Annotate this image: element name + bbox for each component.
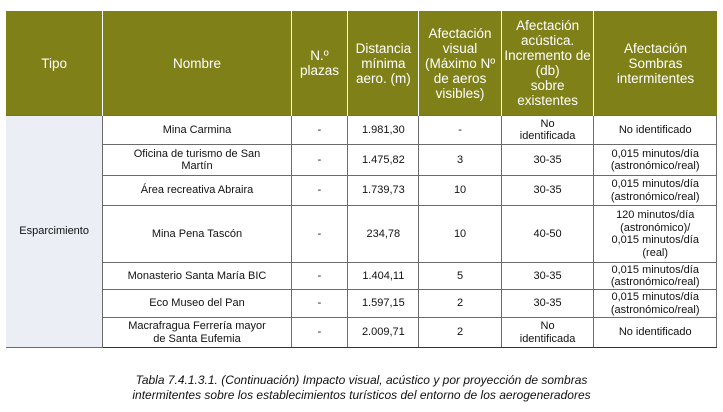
distancia-cell: 234,78 bbox=[348, 206, 419, 263]
distancia-cell: 2.009,71 bbox=[348, 318, 419, 348]
visual-cell: 2 bbox=[419, 290, 501, 318]
acustica-cell: 30-35 bbox=[501, 263, 594, 290]
nombre-cell: Oficina de turismo de San Martín bbox=[103, 145, 291, 176]
nombre-cell: Eco Museo del Pan bbox=[103, 290, 291, 318]
plazas-cell: - bbox=[291, 206, 348, 263]
sombras-cell: 0,015 minutos/día (astronómico/real) bbox=[594, 263, 717, 290]
table-row bbox=[6, 263, 717, 290]
nombre-cell: Mina Pena Tascón bbox=[103, 206, 291, 263]
sombras-cell: No identificado bbox=[594, 116, 717, 145]
tipo-cell: Esparcimiento bbox=[6, 116, 103, 348]
plazas-cell: - bbox=[291, 318, 348, 348]
header-tipo: Tipo bbox=[6, 11, 103, 116]
distancia-cell: 1.981,30 bbox=[348, 116, 419, 145]
acustica-cell: 40-50 bbox=[501, 206, 594, 263]
table-row bbox=[6, 318, 717, 348]
sombras-cell: 0,015 minutos/día (astronómico/real) bbox=[594, 290, 717, 318]
plazas-cell: - bbox=[291, 116, 348, 145]
acustica-cell: 30-35 bbox=[501, 176, 594, 206]
sombras-cell: 120 minutos/día (astronómico)/ 0,015 minutos/día (real) bbox=[594, 206, 717, 263]
nombre-cell: Área recreativa Abraira bbox=[103, 176, 291, 206]
visual-cell: 10 bbox=[419, 206, 501, 263]
table-row bbox=[6, 206, 717, 263]
sombras-cell: 0,015 minutos/día (astronómico/real) bbox=[594, 176, 717, 206]
visual-cell: 2 bbox=[419, 318, 501, 348]
acustica-cell: No identificada bbox=[501, 318, 594, 348]
visual-cell: - bbox=[419, 116, 501, 145]
plazas-cell: - bbox=[291, 290, 348, 318]
distancia-cell: 1.475,82 bbox=[348, 145, 419, 176]
header-visual: Afectación visual (Máximo Nº de aeros visibles) bbox=[419, 11, 501, 116]
visual-cell: 10 bbox=[419, 176, 501, 206]
table-row bbox=[6, 116, 717, 145]
visual-cell: 3 bbox=[419, 145, 501, 176]
plazas-cell: - bbox=[291, 145, 348, 176]
caption-line-1: Tabla 7.4.1.3.1. (Continuación) Impacto visual, acústico y por proyección de sombras bbox=[135, 373, 588, 387]
table-row bbox=[6, 145, 717, 176]
nombre-cell: Mina Carmina bbox=[103, 116, 291, 145]
header-distancia: Distancia mínima aero. (m) bbox=[348, 11, 419, 116]
sombras-cell: 0,015 minutos/día (astronómico/real) bbox=[594, 145, 717, 176]
acustica-cell: 30-35 bbox=[501, 145, 594, 176]
header-acustica: Afectación acústica. Incremento de (db) sobre existentes bbox=[501, 11, 594, 116]
sombras-cell: No identificado bbox=[594, 318, 717, 348]
table-caption bbox=[0, 373, 723, 403]
distancia-cell: 1.404,11 bbox=[348, 263, 419, 290]
table-row bbox=[6, 176, 717, 206]
plazas-cell: - bbox=[291, 263, 348, 290]
visual-cell: 5 bbox=[419, 263, 501, 290]
acustica-cell: 30-35 bbox=[501, 290, 594, 318]
distancia-cell: 1.739,73 bbox=[348, 176, 419, 206]
distancia-cell: 1.597,15 bbox=[348, 290, 419, 318]
table-row bbox=[6, 290, 717, 318]
caption-line-2: intermitentes sobre los establecimientos turísticos del entorno de los aerogeneradores bbox=[132, 388, 591, 402]
nombre-cell: Macrafragua Ferrería mayor de Santa Eufemia bbox=[103, 318, 291, 348]
header-plazas: N.º plazas bbox=[291, 11, 348, 116]
header-row bbox=[6, 11, 717, 116]
header-nombre: Nombre bbox=[103, 11, 291, 116]
nombre-cell: Monasterio Santa María BIC bbox=[103, 263, 291, 290]
impact-table bbox=[6, 11, 717, 348]
plazas-cell: - bbox=[291, 176, 348, 206]
acustica-cell: No identificada bbox=[501, 116, 594, 145]
header-sombras: Afectación Sombras intermitentes bbox=[594, 11, 717, 116]
